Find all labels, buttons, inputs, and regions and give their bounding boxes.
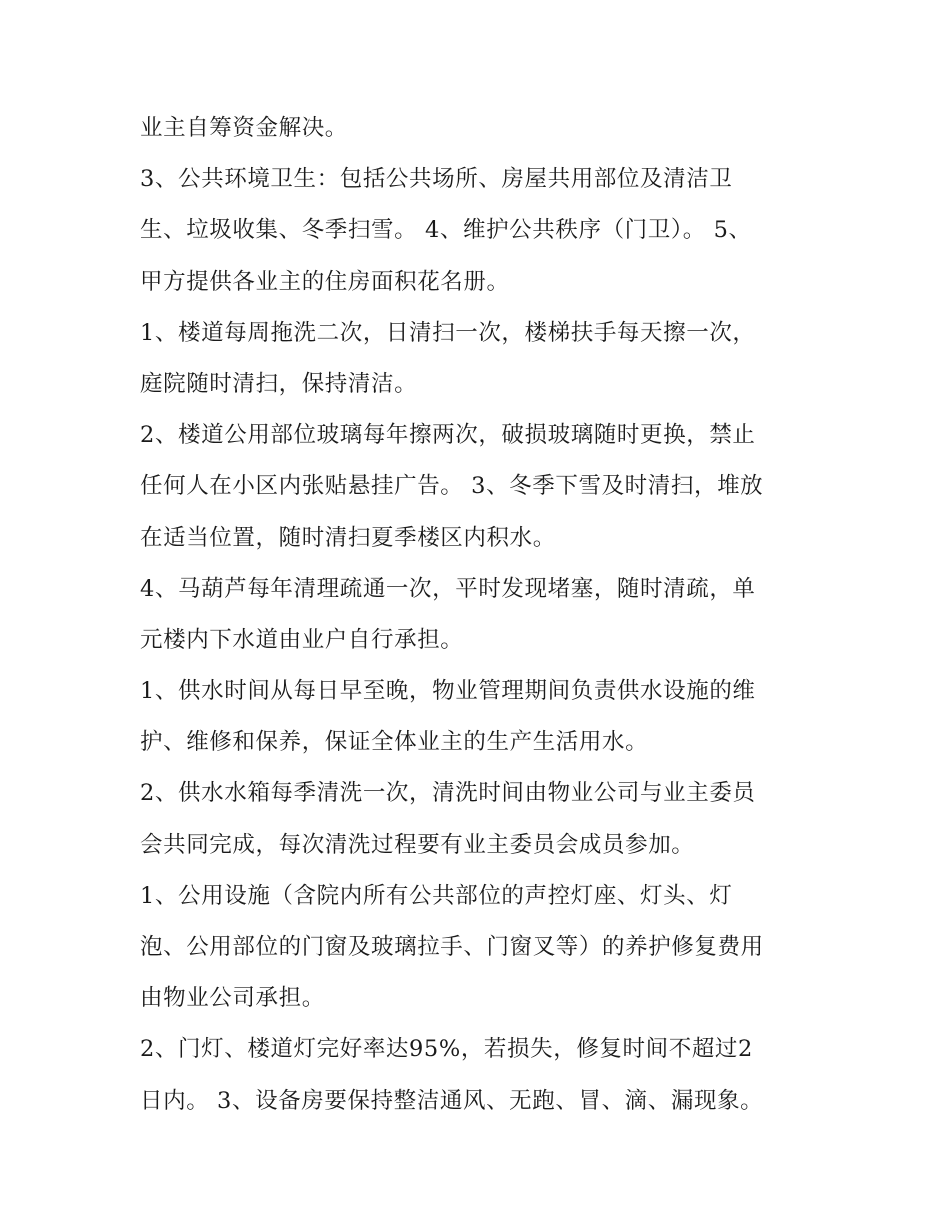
text-line: 2、供水水箱每季清洗一次，清洗时间由物业公司与业主委员: [140, 780, 756, 807]
text-line: 3、公共环境卫生：包括公共场所、房屋共用部位及清洁卫: [140, 166, 733, 193]
text-line: 在适当位置，随时清扫夏季楼区内积水。: [140, 524, 556, 551]
text-line: 元楼内下水道由业户自行承担。: [140, 626, 464, 653]
text-line: 会共同完成，每次清洗过程要有业主委员会成员参加。: [140, 831, 695, 858]
document-body: [140, 103, 830, 1127]
text-line: 任何人在小区内张贴悬挂广告。 3、冬季下雪及时清扫，堆放: [140, 473, 764, 500]
text-line: 2、门灯、楼道灯完好率达95%，若损失，修复时间不超过2: [140, 1036, 753, 1063]
text-line: 日内。 3、设备房要保持整洁通风、无跑、冒、滴、漏现象。: [140, 1087, 764, 1114]
text-line: 业主自筹资金解决。: [140, 115, 348, 141]
text-line: 由物业公司承担。: [140, 985, 325, 1012]
text-line: 甲方提供各业主的住房面积花名册。: [140, 268, 510, 295]
text-line: 泡、公用部位的门窗及玻璃拉手、门窗叉等）的养护修复费用: [140, 934, 764, 960]
text-line: 1、供水时间从每日早至晚，物业管理期间负责供水设施的维: [140, 678, 756, 705]
text-line: 生、垃圾收集、冬季扫雪。 4、维护公共秩序（门卫）。 5、: [140, 217, 752, 244]
text-line: 2、楼道公用部位玻璃每年擦两次，破损玻璃随时更换，禁止: [140, 422, 756, 449]
text-line: 1、楼道每周拖洗二次，日清扫一次，楼梯扶手每天擦一次，: [140, 319, 756, 346]
text-line: 1、公用设施（含院内所有公共部位的声控灯座、灯头、灯: [140, 882, 733, 909]
text-line: 护、维修和保养，保证全体业主的生产生活用水。: [140, 729, 649, 756]
text-line: 庭院随时清扫，保持清洁。: [140, 370, 418, 397]
text-line: 4、马葫芦每年清理疏通一次，平时发现堵塞，随时清疏，单: [140, 575, 756, 602]
